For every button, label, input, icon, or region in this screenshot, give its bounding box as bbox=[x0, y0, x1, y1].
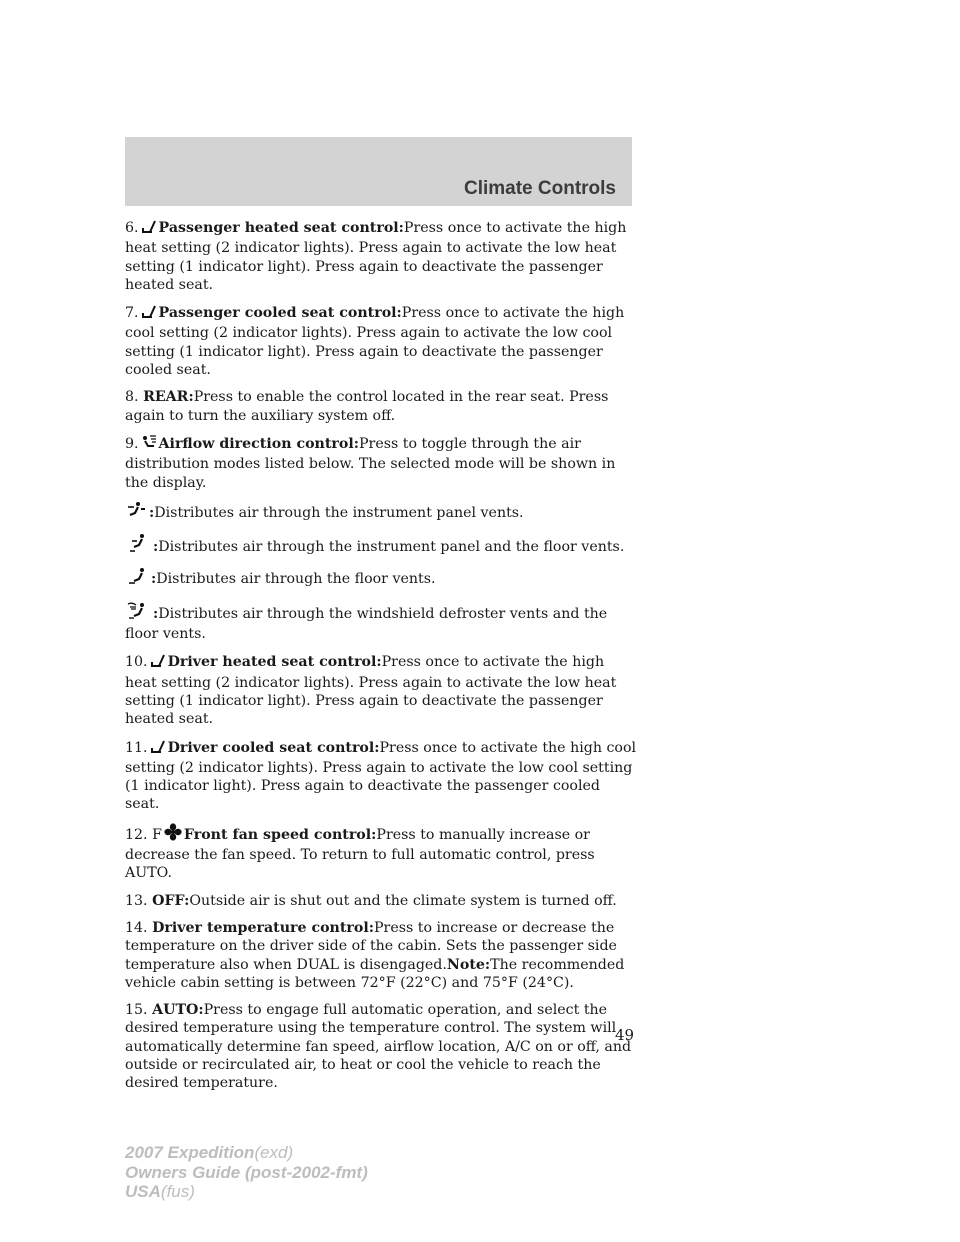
item-9: 9. Airflow direction control:Press to toggle through the air distribution modes listed below. The selected mode will be shown in the display. bbox=[125, 435, 616, 491]
fan-icon bbox=[163, 823, 183, 846]
mode-floor: :Distributes air through the floor vents. bbox=[125, 567, 637, 590]
item-10: 10. Driver heated seat control:Press once to activate the high heat setting (2 indicator lights). Press again to activate the low heat setting (1 indicator light). Press again to deactivate the passenger heated seat. bbox=[125, 654, 617, 728]
airflow-direction-icon bbox=[140, 434, 158, 455]
mode-panel-floor: :Distributes air through the instrument panel and the floor vents. bbox=[125, 533, 637, 558]
cooled-seat-icon bbox=[140, 303, 158, 324]
footer: 2007 Expedition(exd) Owners Guide (post-2002-fmt) USA(fus) bbox=[125, 1143, 368, 1201]
item-14: 14. Driver temperature control:Press to increase or decrease the temperature on the driver side of the cabin. Sets the passenger side temperature also when DUAL is disengaged.Note:The recommended vehicle cabin setting is between 72°F (22°C) and 75°F (24°C). bbox=[125, 919, 625, 991]
defrost-floor-vent-icon bbox=[126, 600, 152, 625]
heated-seat-icon bbox=[149, 652, 167, 673]
item-7: 7. Passenger cooled seat control:Press once to activate the high cool setting (2 indicator lights). Press again to activate the low cool setting (1 indicator light). Press again to deactivate the passenger cooled seat. bbox=[125, 305, 625, 379]
item-8: 8. REAR:Press to enable the control located in the rear seat. Press again to turn the auxiliary system off. bbox=[125, 389, 609, 424]
floor-vent-icon bbox=[126, 567, 150, 590]
panel-vent-icon bbox=[126, 501, 148, 524]
item-13: 13. OFF:Outside air is shut out and the climate system is turned off. bbox=[125, 892, 617, 909]
item-11: 11. Driver cooled seat control:Press once to activate the high cool setting (2 indicator lights). Press again to activate the low cool setting (1 indicator light). Press again to deactivate the passenger cooled seat. bbox=[125, 739, 637, 813]
mode-panel: :Distributes air through the instrument panel vents. bbox=[125, 501, 637, 524]
page-content bbox=[125, 218, 637, 1102]
item-15: 15. AUTO:Press to engage full automatic operation, and select the desired temperature using the temperature control. The system will automatically determine fan speed, airflow location, A/C on or off, and outside or recirculated air, to heat or cool the vehicle to reach the desired temperature. bbox=[125, 1002, 632, 1092]
panel-floor-vent-icon bbox=[126, 533, 152, 558]
item-12: 12. F Front fan speed control:Press to manually increase or decrease the fan speed. To return to full automatic control, press AUTO. bbox=[125, 823, 637, 883]
mode-defrost-floor: :Distributes air through the windshield defroster vents and the floor vents. bbox=[125, 600, 637, 644]
cooled-seat-icon bbox=[149, 738, 167, 759]
section-title: Climate Controls bbox=[463, 178, 616, 199]
page-number: 49 bbox=[615, 1026, 635, 1044]
item-6: 6. Passenger heated seat control:Press once to activate the high heat setting (2 indicator lights). Press again to activate the low heat setting (1 indicator light). Press again to deactivate the passenger heated seat. bbox=[125, 220, 627, 293]
section-header bbox=[125, 137, 632, 206]
heated-seat-icon bbox=[140, 218, 158, 239]
